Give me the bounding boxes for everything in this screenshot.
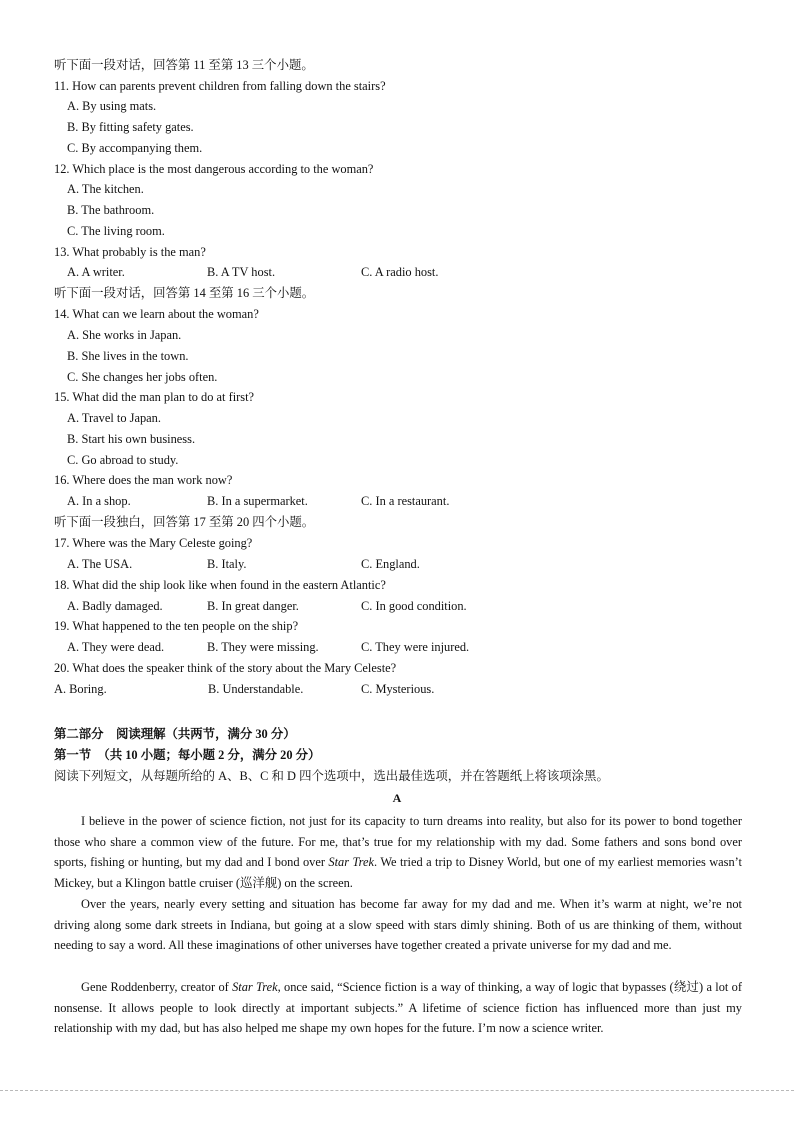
q14-option-b: B. She lives in the town. (67, 349, 189, 363)
question-14: 14. What can we learn about the woman? (54, 307, 259, 321)
q12-option-a: A. The kitchen. (67, 182, 144, 196)
p1-title-star-trek: Star Trek (328, 855, 375, 870)
section-title: 第一节 （共 10 小题；每小题 2 分，满分 20 分） (54, 748, 321, 762)
q16-option-c: C. In a restaurant. (361, 494, 450, 508)
q16-option-b: B. In a supermarket. (207, 494, 308, 508)
p3-text-1: Gene Roddenberry, creator of (81, 980, 233, 994)
q19-option-a: A. They were dead. (67, 640, 165, 654)
question-15: 15. What did the man plan to do at first? (54, 390, 255, 404)
passage-paragraph-2: Over the years, nearly every setting and situation has become far away for my dad and me. When it’s warm at night, we’re not driving along some dark streets in Indiana, but going at a slow speed with stars dimly shining. Both of us are thinking of them, without needing to say a word. All these imaginations of other universes have together created a private universe for my dad and me. (54, 897, 742, 953)
reading-instruction: 阅读下列短文，从每题所给的 A、B、C 和 D 四个选项中，选出最佳选项，并在答题纸上将该项涂黑。 (54, 769, 609, 783)
section-intro-11-13: 听下面一段对话，回答第 11 至第 13 三个小题。 (54, 58, 314, 72)
q11-option-b: B. By fitting safety gates. (67, 120, 194, 134)
q13-option-a: A. A writer. (67, 265, 125, 279)
question-20: 20. What does the speaker think of the story about the Mary Celeste? (54, 661, 397, 675)
q15-option-b: B. Start his own business. (67, 432, 196, 446)
question-12: 12. Which place is the most dangerous according to the woman? (54, 162, 374, 176)
q11-option-c: C. By accompanying them. (67, 141, 203, 155)
q17-option-b: B. Italy. (207, 557, 247, 571)
q17-option-a: A. The USA. (67, 557, 133, 571)
passage-paragraph-1 (54, 811, 742, 894)
q12-option-b: B. The bathroom. (67, 203, 155, 217)
question-17: 17. Where was the Mary Celeste going? (54, 536, 253, 550)
question-18: 18. What did the ship look like when found in the eastern Atlantic? (54, 578, 386, 592)
q15-option-a: A. Travel to Japan. (67, 411, 161, 425)
part-title: 第二部分 阅读理解（共两节，满分 30 分） (54, 727, 296, 741)
question-19: 19. What happened to the ten people on the ship? (54, 619, 299, 633)
question-16: 16. Where does the man work now? (54, 473, 233, 487)
question-11: 11. How can parents prevent children from falling down the stairs? (54, 79, 386, 93)
q15-option-c: C. Go abroad to study. (67, 453, 179, 467)
q11-option-a: A. By using mats. (67, 99, 157, 113)
question-13: 13. What probably is the man? (54, 245, 206, 259)
q19-option-b: B. They were missing. (207, 640, 319, 654)
page-footer-divider (0, 1090, 794, 1091)
q17-option-c: C. England. (361, 557, 420, 571)
q14-option-c: C. She changes her jobs often. (67, 370, 218, 384)
q18-option-c: C. In good condition. (361, 599, 467, 613)
q18-option-b: B. In great danger. (207, 599, 299, 613)
q18-option-a: A. Badly damaged. (67, 599, 163, 613)
p1-text-2: . We tried a trip to Disney World, but one of my earliest memories wasn’t Mickey, but a Klingon battle cruiser (巡洋舰) on the screen. (54, 855, 743, 891)
passage-paragraph-3 (54, 977, 742, 1039)
section-intro-14-16: 听下面一段对话，回答第 14 至第 16 三个小题。 (54, 286, 315, 300)
q16-option-a: A. In a shop. (67, 494, 131, 508)
q14-option-a: A. She works in Japan. (67, 328, 182, 342)
q13-option-c: C. A radio host. (361, 265, 439, 279)
passage-label: A (392, 791, 402, 805)
p1-text-1: I believe in the power of science fiction, not just for its capacity to turn dreams into reality, but also for its power to bond together those who share a common view of the future. For me, that’s true for my relationship with my dad. Some fathers and sons bond over sports, fishing or hunting, but my dad and I bond over (54, 814, 742, 870)
p3-title-star-trek: Star Trek (232, 980, 278, 994)
q13-option-b: B. A TV host. (207, 265, 276, 279)
q20-option-a: A. Boring. (54, 682, 107, 696)
q20-option-b: B. Understandable. (208, 682, 304, 696)
p3-text-2: , once said, “Science fiction is a way of thinking, a way of logic that bypasses (绕过) a lot of nonsense. It allows people to look directly at important subjects.” A lifetime of science fiction has influenced more than just my relationship with my dad, but has also helped me shape my own hopes for the future. I’m now a science writer. (54, 980, 742, 1036)
q12-option-c: C. The living room. (67, 224, 165, 238)
q19-option-c: C. They were injured. (361, 640, 470, 654)
q20-option-c: C. Mysterious. (361, 682, 435, 696)
section-intro-17-20: 听下面一段独白，回答第 17 至第 20 四个小题。 (54, 515, 315, 529)
